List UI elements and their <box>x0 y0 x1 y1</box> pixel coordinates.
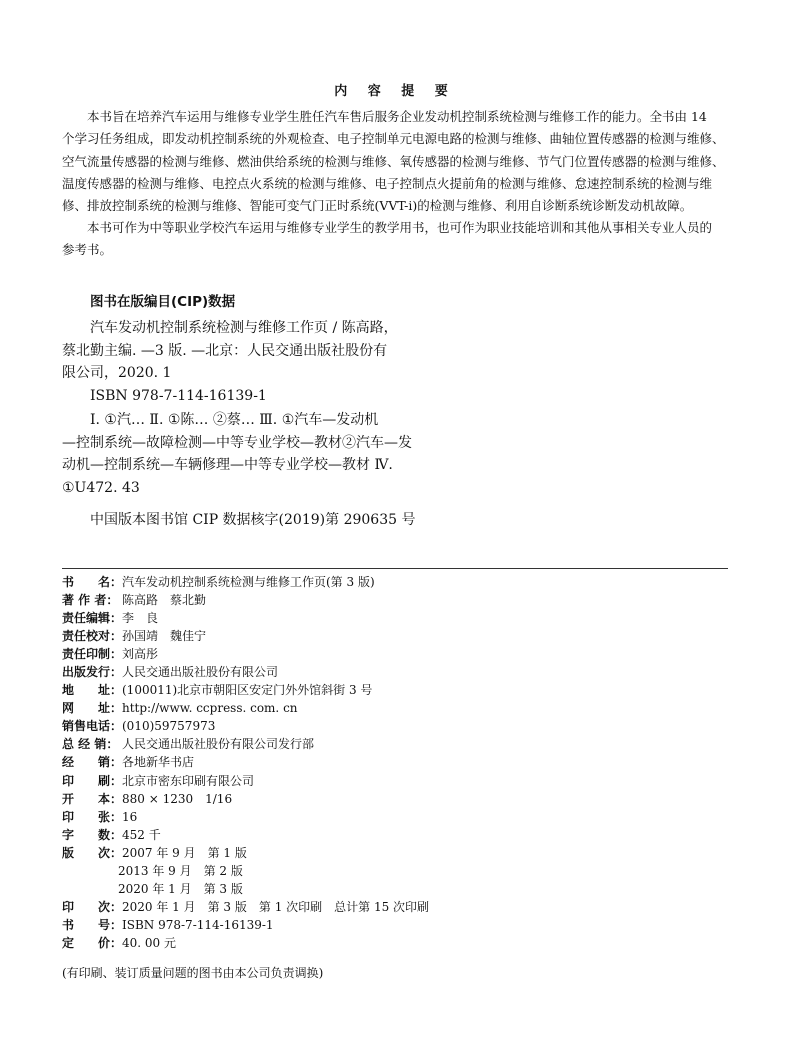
info-value: 16 <box>122 809 138 824</box>
info-row-edition <box>62 844 742 862</box>
cip-isbn: ISBN 978-7-114-16139-1 <box>90 387 267 404</box>
info-row-format <box>62 790 742 808</box>
info-row-phone <box>62 717 742 735</box>
summary-line: 温度传感器的检测与维修、电控点火系统的检测与维修、电子控制点火提前角的检测与维修、怠速控制系统的检测与维 <box>62 175 713 191</box>
info-label: 责任编辑： <box>62 611 123 626</box>
info-value: ISBN 978-7-114-16139-1 <box>122 917 274 932</box>
info-label: 开 本： <box>62 791 123 806</box>
cip-line: ①U472. 43 <box>62 479 140 496</box>
info-value: 北京市密东印刷有限公司 <box>122 773 255 788</box>
info-value: 2020 年 1 月 第 3 版 <box>118 881 243 896</box>
info-row-sheets <box>62 808 742 826</box>
info-row-edition-2 <box>62 862 742 880</box>
info-row-authors <box>62 591 742 609</box>
info-row-isbn <box>62 916 742 934</box>
info-value: (010)59757973 <box>122 719 216 734</box>
cip-line: 限公司，2020. 1 <box>62 365 172 381</box>
info-value: 刘高彤 <box>122 647 159 662</box>
cip-line: 动机—控制系统—车辆修理—中等专业学校—教材 Ⅳ. <box>62 457 393 473</box>
info-label: 书 名： <box>62 575 123 589</box>
cip-line: 蔡北勤主编. —3 版. —北京：人民交通出版社股份有 <box>62 342 388 359</box>
info-label: 印 张： <box>62 809 123 824</box>
info-value: 各地新华书店 <box>122 755 195 770</box>
summary-line: 空气流量传感器的检测与维修、燃油供给系统的检测与维修、氧传感器的检测与维修、节气门位置传感器的检测与维修、 <box>62 153 725 169</box>
info-value: 孙国靖 魏佳宁 <box>122 629 207 644</box>
info-value: 陈高路 蔡北勤 <box>122 593 207 608</box>
info-row-impression <box>62 898 742 916</box>
info-label: 销售电话： <box>62 719 123 734</box>
info-row-production <box>62 645 742 663</box>
info-value: 人民交通出版社股份有限公司发行部 <box>122 737 315 752</box>
cip-line: —控制系统—故障检测—中等专业学校—教材②汽车—发 <box>62 434 412 451</box>
info-label: 定 价： <box>62 935 123 950</box>
cip-line: 汽车发动机控制系统检测与维修工作页 / 陈高路， <box>90 320 398 336</box>
info-label: 总 经 销： <box>62 737 119 752</box>
info-value: 880 × 1230 1/16 <box>122 791 233 806</box>
summary-title: 内 容 提 要 <box>334 84 456 99</box>
summary-paragraph-2 <box>62 217 742 262</box>
info-label: 版 次： <box>62 845 123 860</box>
info-label: 经 销： <box>62 755 123 770</box>
info-row-edition-3 <box>62 880 742 898</box>
summary-line: 本书可作为中等职业学校汽车运用与维修专业学生的教学用书，也可作为职业技能培训和其他从事相关专业人员的 <box>87 220 713 235</box>
info-label: 著 作 者： <box>62 593 119 608</box>
publication-info <box>62 573 742 952</box>
info-row-website <box>62 699 742 717</box>
quality-note: (有印刷、装订质量问题的图书由本公司负责调换) <box>62 966 324 980</box>
info-value: http://www. ccpress. com. cn <box>122 701 298 716</box>
info-value: 汽车发动机控制系统检测与维修工作页(第 3 版) <box>122 575 375 589</box>
info-value: 40. 00 元 <box>122 935 176 950</box>
info-row-proofreader <box>62 627 742 645</box>
cip-subjects <box>62 409 742 499</box>
info-row-title <box>62 573 742 591</box>
info-label: 出版发行： <box>62 665 123 680</box>
info-value: 人民交通出版社股份有限公司 <box>122 665 279 680</box>
cip-record <box>62 509 742 532</box>
info-row-address <box>62 681 742 699</box>
summary-line: 本书旨在培养汽车运用与维修专业学生胜任汽车售后服务企业发动机控制系统检测与维修工作的能力。全书由 14 <box>87 109 707 124</box>
info-label: 印 刷： <box>62 773 123 788</box>
summary-line: 参考书。 <box>62 242 113 258</box>
info-label: 字 数： <box>62 827 123 842</box>
info-value: (100011)北京市朝阳区安定门外外馆斜街 3 号 <box>122 683 373 698</box>
info-label: 书 号： <box>62 917 123 932</box>
info-label: 责任印制： <box>62 647 123 662</box>
cip-line: Ⅰ. ①汽… Ⅱ. ①陈… ②蔡… Ⅲ. ①汽车—发动机 <box>90 412 379 428</box>
cip-catalog-entry <box>62 317 742 407</box>
info-label: 责任校对： <box>62 629 123 644</box>
info-row-printer <box>62 772 742 790</box>
info-row-price <box>62 934 742 952</box>
info-row-publisher <box>62 663 742 681</box>
divider <box>62 568 728 569</box>
info-label: 网 址： <box>62 701 123 716</box>
info-value: 李 良 <box>122 611 159 626</box>
info-label: 印 次： <box>62 899 123 914</box>
info-row-retailer <box>62 753 742 771</box>
info-value: 452 千 <box>122 827 161 842</box>
info-row-editor <box>62 609 742 627</box>
info-row-wordcount <box>62 826 742 844</box>
cip-heading: 图书在版编目(CIP)数据 <box>90 294 236 310</box>
summary-line: 修、排放控制系统的检测与维修、智能可变气门正时系统(VVT-i)的检测与维修、利用自诊断系统诊断发动机故障。 <box>62 198 693 214</box>
info-value: 2013 年 9 月 第 2 版 <box>118 863 243 878</box>
info-value: 2020 年 1 月 第 3 版 第 1 次印刷 总计第 15 次印刷 <box>122 899 430 914</box>
info-value: 2007 年 9 月 第 1 版 <box>122 845 247 860</box>
info-row-distributor <box>62 735 742 753</box>
summary-line: 个学习任务组成，即发动机控制系统的外观检查、电子控制单元电源电路的检测与维修、曲轴位置传感器的检测与维修、 <box>62 131 725 147</box>
cip-record-number: 中国版本图书馆 CIP 数据核字(2019)第 290635 号 <box>90 512 416 528</box>
summary-paragraph-1 <box>62 106 742 217</box>
info-label: 地 址： <box>62 683 123 698</box>
